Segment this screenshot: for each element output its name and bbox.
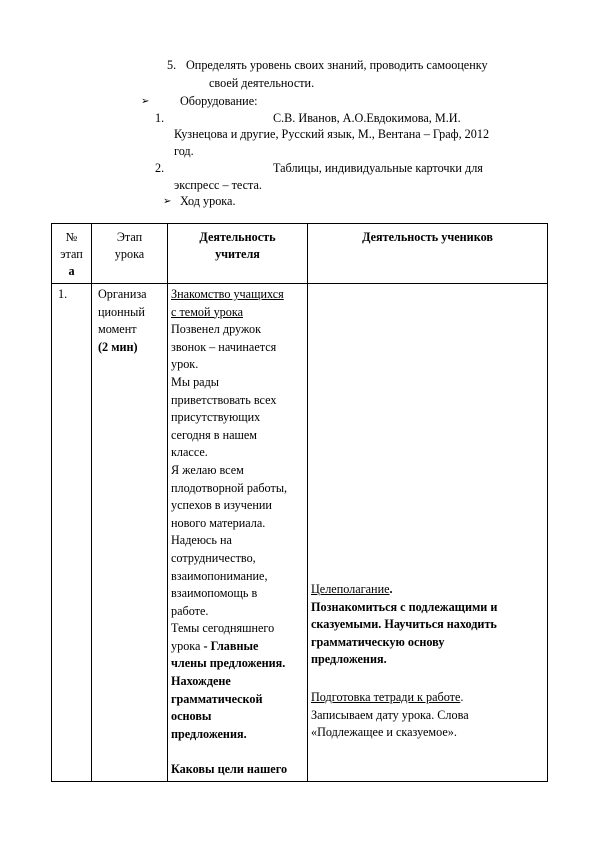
row-students-activity: Целеполагание. Познакомиться с подлежащими и сказуемыми. Научиться находить грамматическую основу предложения. Подготовка тетради к работе. Записываем дату урока. Слова «Подлежащее и сказуемое».	[308, 284, 548, 782]
stage-time: (2 мин)	[98, 339, 138, 354]
arrow-bullet-icon: ➢	[141, 96, 150, 107]
header-teacher-activity: Деятельность учителя	[168, 224, 308, 284]
lesson-table	[51, 223, 548, 782]
eq2-line1: Таблицы, индивидуальные карточки для	[273, 161, 483, 175]
header-stage-number: № этап а	[52, 224, 92, 284]
eq2-number: 2.	[155, 161, 165, 175]
item5-line1: Определять уровень своих знаний, проводить самооценку	[186, 58, 488, 72]
header-students-activity: Деятельность учеников	[308, 224, 548, 284]
eq1-line1: С.В. Иванов, А.О.Евдокимова, М.И.	[273, 111, 461, 125]
eq1-line3: год.	[174, 144, 194, 158]
item5-number: 5.	[167, 58, 177, 72]
eq1-line2: Кузнецова и другие, Русский язык, М., Вентана – Граф, 2012	[174, 127, 490, 141]
row-stage-number: 1.	[52, 284, 92, 782]
row-stage-name: Организа ционный момент (2 мин)	[92, 284, 168, 782]
eq2-line2: экспресс – теста.	[174, 178, 262, 192]
table-header-row	[52, 224, 548, 284]
item5-line2: своей деятельности.	[209, 76, 315, 90]
arrow-bullet-icon: ➢	[163, 196, 172, 207]
row-teacher-activity: Знакомство учащихся с темой урока Позвенел дружок звонок – начинается урок. Мы рады приветствовать всех присутствующих сегодня в нашем классе. Я желаю всем плодотворной работы, успехов в изучении нового материала. Надеюсь на сотрудничество, взаимопонимание, взаимопомощь в работе. Темы сегодняшнего урока - Главные члены предложения. Нахождене грамматической основы предложения. Каковы цели нашего	[168, 284, 308, 782]
eq1-number: 1.	[155, 111, 165, 125]
teacher-question: Каковы цели нашего	[171, 762, 288, 777]
header-stage: Этап урока	[92, 224, 168, 284]
lesson-course-heading: Ход урока.	[180, 194, 236, 208]
equipment-label: Оборудование:	[180, 94, 258, 108]
table-row	[52, 284, 548, 782]
